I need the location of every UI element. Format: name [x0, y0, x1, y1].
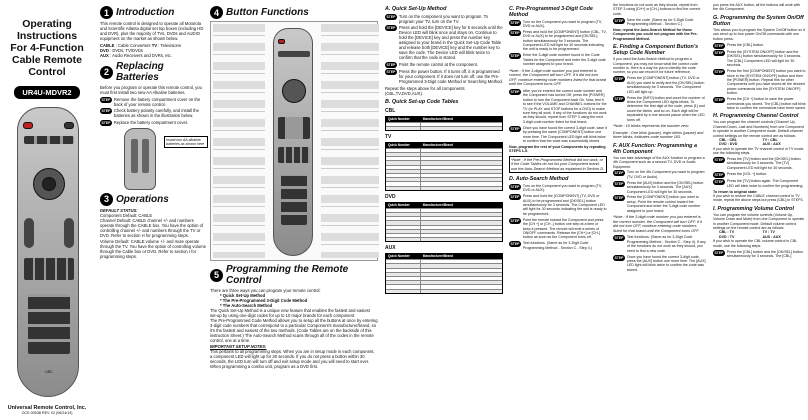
tv-code-table	[385, 142, 503, 191]
step-badge: STEP	[510, 195, 520, 200]
step-text: Check battery polarity carefully, and install the batteries as shown in the illustration below.	[113, 108, 199, 118]
code-note-2: *Note : If the Pre-Programmed Method did not work, or if the Code Tables do not list your Component brand, use the Auto-Search Method as explained in Section D.	[509, 156, 607, 174]
setup-notes-combo: When programming a combo unit, program as a DVD first.	[210, 364, 318, 369]
remote-brand-label: URC	[45, 370, 53, 374]
channel-step-2	[713, 172, 806, 178]
volume-default: Volume Default: CABLE volume +/- and mute operate through the TV. You have the option of controlling volume through the Cable box or DVD. Refer to section I for programming steps.	[100, 238, 206, 259]
section-number: 3	[100, 193, 113, 206]
auto-repeat: Now, repeat the Auto-Search Method for those Components you could not program with the Pre-Programmed Method.	[613, 28, 698, 41]
diagram-power-icon	[278, 39, 285, 44]
remote-illustration	[3, 103, 91, 403]
quick-repeat: Repeat the steps above for all components (CBL,TV,DVD,AUX).	[385, 85, 465, 96]
remote-back-icon	[124, 128, 156, 190]
cable-desc: : Cable Converters	[115, 43, 151, 48]
section-title: Button Functions	[226, 7, 309, 18]
battery-illustration	[100, 128, 206, 190]
section-batteries-header	[100, 61, 206, 83]
programming-intro: There are three ways you can program your remote control:	[210, 288, 321, 293]
col-brand: Manufacturer/Brand	[422, 116, 454, 121]
step-badge: STEP	[614, 171, 624, 176]
diagram-dpad-icon	[282, 79, 306, 103]
channel-defaults	[713, 138, 806, 147]
ch-rocker-icon	[64, 218, 74, 248]
col-quick-number: Quick Number	[388, 116, 410, 121]
quick-step-3	[385, 62, 503, 68]
step-text: Press the [CBL] button and the [OK/SEL] button simultaneously for 3 seconds. The [CBL]	[726, 249, 803, 258]
diagram-numpad-icon	[281, 175, 307, 225]
step-text: Test functions. (Same as for 3-Digit Code Programming Method - Section C - Step 4). If any of the functions do not work as they should, you need to find a new code.	[626, 235, 706, 253]
volume-control-text: You can program the volume controls (Volume Up, Volume Down and Mute) from one Component to operate in another Component mode. Default volume control settings on the remote control are as follows:	[713, 212, 805, 231]
aux-step-4	[613, 235, 706, 253]
channel-step-3	[713, 179, 806, 188]
setup-notes-heading: IMPORTANT SETUP NOTES:	[210, 344, 267, 349]
step-badge: STEP	[101, 109, 111, 113]
aux-function-text: You can take advantage of the AUX function to program a 4th Component such as a second TV, DVD or Audio Equipment.	[613, 155, 705, 169]
aux-step-2	[613, 181, 706, 194]
channel-default-cbl: CBL : CBL	[719, 137, 737, 142]
method-list	[210, 293, 378, 308]
section-number: 2	[100, 66, 113, 79]
auto-step-3	[509, 218, 607, 240]
code-step-4	[509, 89, 607, 124]
step-text: Turn on the Component you want to program (TV, DVD or AUX).	[522, 19, 602, 28]
step-text: Turn on the component you want to program. To program your TV, turn on the TV.	[398, 13, 489, 24]
step-badge: STEP	[714, 43, 724, 48]
step-badge: STEP	[101, 97, 111, 102]
volume-step-1	[713, 250, 806, 259]
step-text: Press the first [COMPONENT] button you want to store in the [SYSTEM ON/OFF] button and then the [POWER] button. Repeat this for other Components until you have stored all the desired power commands into the [SYSTEM ON/OFF] button.	[726, 69, 806, 96]
volume-default-cbl: CBL : TV	[719, 230, 735, 235]
channel-control-text: You can program the channel controls (Channel Up, Channel Down, Last and Numbers) from one Component to operate in another Component mode. Default channel control settings on the remote control are as follows:	[713, 120, 804, 138]
step-badge: STEP	[510, 30, 520, 35]
method-1: * Quick Set-Up Method	[220, 293, 266, 298]
quick-step-4	[385, 69, 503, 84]
step-text: Replace the battery compartment cover.	[113, 119, 189, 125]
finding-step-1	[613, 76, 706, 94]
step-badge: STEP	[714, 98, 724, 103]
col-brand: Manufacturer/Brand	[422, 202, 454, 207]
aux-step-5	[613, 255, 706, 273]
vol-ch-rocker-icon	[24, 218, 34, 248]
table-row	[386, 186, 502, 190]
method-3: * The Auto-Search Method	[220, 303, 273, 308]
quick-setup-title: A. Quick Set-Up Method	[385, 6, 447, 12]
default-status-label: DEFAULT STATUS:	[100, 207, 138, 213]
dvd-table-label: DVD	[385, 193, 396, 200]
return-state-text: If you wish to restore the CABLE channel control in TV mode, repeat the above steps but press [CBL] in STEP3.	[713, 194, 804, 203]
step-badge: STEP	[614, 255, 624, 260]
step-badge: STEP	[714, 180, 724, 185]
model-badge: UR4U-MDVR2	[14, 86, 80, 99]
aux-label: AUX	[100, 53, 109, 58]
code-step-3	[509, 53, 607, 66]
component-list	[100, 43, 206, 58]
aux-desc: : Audio Receivers and DVRs, etc.	[110, 53, 172, 58]
aux-code-table	[385, 253, 503, 294]
step-text: Remove the battery compartment cover on the back of your remote control.	[113, 96, 201, 107]
step-badge: STEP	[714, 51, 724, 56]
system-step-4	[713, 97, 806, 110]
step-text: Test functions. (Same as for 3-Digit Code Programming Method - Section C - Step 4.)	[522, 241, 592, 250]
step-text: Press the [VOL +] button.	[726, 171, 768, 176]
step-badge: STEP	[510, 242, 520, 247]
aux-table-label: AUX	[385, 245, 396, 252]
col-brand: Manufacturer/Brand	[422, 254, 454, 259]
component-default: Component Default: CABLE	[100, 212, 153, 218]
step-badge: STEP	[510, 218, 520, 223]
step-text: Once you have found the correct 3-digit code, press the [AUX] button one more time. The [AUX] LED light will blink twice to confirm the code was stored.	[626, 254, 706, 272]
cable-label: CABLE	[100, 43, 115, 48]
channel-default: Channel Default: CABLE channel +/- and numbers operate through the CABLE box. You have the option of controlling channel +/- and numbers through the TV or DVD. Refer to section H for programming steps.	[100, 217, 204, 238]
step-badge: STEP	[714, 172, 724, 177]
step-text: Press the [CH +] button to save the power commands you stored. The [CBL] button will blink twice to confirm the commands have been saved.	[726, 97, 806, 110]
battery-2-icon	[142, 139, 149, 173]
step-text: Press the [INFO] button and count the number of times the Component LED lights blinks. To determine the first digit of the code, press [1] and count the blinks, and so on. Each digit will be separated by a one second pause when the LED turns off.	[626, 95, 705, 122]
section-button-functions-header	[210, 6, 378, 19]
volume-default-dvd: DVD : TV	[719, 234, 735, 239]
step-badge: STEP	[386, 62, 396, 67]
step-badge: STEP	[614, 196, 624, 201]
col-brand: Manufacturer/Brand	[422, 142, 454, 147]
section-number: 4	[210, 6, 223, 19]
section-number: 5	[210, 269, 223, 282]
system-onoff-text: This allows you to program the System On/Off button so it can send up to four power On/Off commands with one button press.	[713, 27, 806, 41]
system-column	[711, 0, 808, 420]
doc-footer: OCE-0053B REV. 02 (06/24/14)	[21, 411, 73, 415]
code-repeat: Now, program the rest of your Components by repeating STEPS 1-5.	[509, 144, 606, 154]
step-badge: STEP	[614, 18, 624, 23]
code-method-title: C. Pre-Programmed 3-Digit Code Method	[509, 6, 593, 18]
dvd-label: DVD	[100, 48, 109, 53]
cover-column	[0, 0, 94, 420]
step-badge: STEP	[614, 96, 624, 101]
channel-default-aux: AUX : AUX	[762, 142, 781, 147]
quick-setup-column	[383, 0, 505, 420]
channel-instructions: If you wish to operate the TV channel control in TV mode, use the following steps.	[713, 146, 805, 156]
section-programming-header	[210, 264, 378, 286]
programming-para-2: The Pre-Programmed Code Method allows you to setup all the buttons at once by entering 3-digit code numbers that correspond to a particular Component's manufacturer/brand, so it's the fastest and easiest of the two methods. (Code Tables are on the backside of this instruction Sheet.) The Auto-Search Method scans through all of the codes in the remote control, one at a time.	[210, 318, 378, 343]
code-step-1	[509, 20, 607, 29]
section-title: Operations	[116, 193, 169, 205]
programming-para-1: The Quick Set-Up Method is a unique new feature that enables the fastest and easiest set-up by using one-digit codes for up to 10 major brands for each component.	[210, 308, 370, 318]
volume-default-tv: TV : TV	[762, 230, 775, 235]
channel-step-1	[713, 157, 806, 170]
power-button-icon	[23, 122, 33, 129]
auto-step-1	[509, 184, 607, 193]
step-text: Once you have found the correct 3-digit code, save it by pressing the same [COMPONENT] button one more time. The Component LED light will blink twice to confirm that the code was successfully stored.	[522, 125, 607, 143]
auto-search-title: D. Auto-Search Method	[509, 176, 569, 183]
step-text: Press the [TV] button again. The Component LED will blink twice to confirm the programming.	[726, 179, 804, 188]
battery-step-3	[100, 120, 206, 126]
step-text: Press and hold the [COMPONENT] (TV, DVD or AUX) to be programmed and [OK/SEL] button simultaneously for 3 seconds. The Component LED will light for 30 seconds indicating the unit is ready to be programmed.	[522, 194, 607, 216]
step-badge: STEP	[714, 70, 724, 75]
step-text: Press the [TV] button and the [OK/SEL] button simultaneously for 3 seconds. The [TV] Component LED will light for 30 seconds.	[726, 157, 801, 170]
aux-note: *Note : If the 3-digit code number you just entered is the correct number, the Component will turn OFF. If it did not turn OFF, continue entering code numbers listed for that brand until the Component turns OFF.	[613, 215, 702, 233]
remote-diagram	[273, 28, 313, 256]
volume-instructions: If you wish to operate the CBL volume control in CBL mode, use the following steps.	[713, 239, 798, 248]
section-number: 1	[100, 6, 113, 19]
col-quick-number: Quick Number	[388, 254, 410, 259]
col-quick-number: Quick Number	[388, 202, 410, 207]
tv-table-label: TV	[385, 133, 392, 140]
step-text: Turn on the 4th Component you want to program (TV, DVD or Audio).	[626, 170, 705, 179]
step-text: Turn on the Component you want to program (TV, DVD or AUX).	[522, 183, 602, 193]
aux-continued-2: you press the AUX button, all the buttons will work with the 4th Component.	[713, 3, 801, 12]
code-note: *Note : If the 3-digit code number you just entered is correct, the Component will turn OFF. If it did not turn OFF, continue entering code numbers listed for that brand until the Component turns OFF.	[509, 68, 607, 87]
step-text: Save the code. (Same as for 3-Digit Code Programming Method - Section C.)	[626, 17, 694, 27]
intro-column	[98, 0, 208, 420]
step-text: Press the [SYSTEM ON/OFF] button and the [OK/SEL] button simultaneously for 3 seconds. The [CBL] Component LED will light for 30 seconds.	[726, 50, 802, 68]
finding-code-title: E. Finding a Component Button's Setup Code Number	[613, 44, 699, 57]
volume-control-title: I. Programming Volume Control	[713, 205, 794, 212]
diagram-device-keys-icon	[278, 51, 310, 57]
intro-text: This remote control is designed to operate all Motorola and Scientific Atlanta digital set top boxes (including HD and DVR), plus the majority of TVs, DVDs and AUDIO equipment on the market as shown below.	[100, 21, 204, 41]
aux-step-3	[613, 195, 706, 213]
step-badge: STEP	[614, 181, 624, 186]
code-tables-title: B. Quick Set-up Code Tables	[385, 98, 459, 105]
step-badge: STEP	[386, 70, 396, 74]
table-row	[386, 237, 502, 241]
step-badge: STEP	[386, 14, 396, 19]
section-title: Introduction	[116, 7, 175, 18]
aux-function-title: F. AUX Function: Programming a 4th Component	[613, 142, 697, 155]
dvd-code-table	[385, 202, 503, 243]
code-step-2	[509, 30, 607, 52]
finding-example: Example : One blink (pause), eight blinks (pause) and three blinks, indicates code number 183.	[613, 130, 704, 140]
battery-step-1	[100, 97, 206, 107]
step-text: Press the [AUX] button and the [OK/SEL] button simultaneously for 3 seconds. The [AUX] Component LED will light for 30 seconds.	[626, 180, 704, 194]
cover-title-line1: Operating Instructions	[16, 18, 78, 42]
step-text: Press and hold the [DEVICE] key for 5 seconds until the Device LED will blink once and stays on. Continue to hold the [DEVICE] key and press the number key assigned to your brand in the Quick Set-Up Code Table and release both [DEVICE] key and the number key to save the code. The Device LED will blink twice to confirm that the code is stored.	[398, 25, 503, 60]
section-title: Replacing Batteries	[116, 61, 164, 83]
step-text: After you've entered the correct code number and the Component has turned Off, press the [POWER] button to turn the Component back On. Now, test it to see if the VOLUME and CHANNEL buttons for the TV (or PLAY and STOP buttons for a DVD) to make sure they all work. If any of the functions do not work as they should, repeat from STEP 3 using the next 3-digit code number listed for that brand.	[522, 88, 607, 124]
aux-step-1	[613, 170, 706, 179]
system-step-1	[713, 43, 806, 49]
aux-continued: the functions do not work as they should, repeat from STEP 3 using [CH+] or [CH-] buttons to find the correct code.	[613, 3, 701, 16]
playback-buttons-icon	[24, 258, 74, 280]
tv-label: TV	[151, 43, 158, 48]
step-badge: STEP	[714, 250, 724, 255]
auto-step-6	[613, 18, 706, 27]
section-introduction-header	[100, 6, 206, 19]
finding-note: *Note : 10 blinks represents the number zero.	[613, 123, 690, 128]
finding-step-2	[613, 96, 706, 122]
diagram-transport-icon	[278, 147, 310, 163]
step-badge: STEP	[510, 20, 520, 25]
step-text: Press the [CBL] button.	[726, 42, 765, 47]
callout-right-column	[321, 24, 379, 258]
cover-title	[3, 18, 91, 78]
step-badge: STEP	[510, 126, 520, 131]
auto-step-4	[509, 241, 607, 250]
dvd-desc: : DVDs, TV/DVDs	[110, 48, 143, 53]
functions-column	[208, 0, 380, 420]
system-step-2	[713, 50, 806, 68]
tv-desc: : Televisions	[158, 43, 181, 48]
auto-step-2	[509, 194, 607, 216]
battery-step-2	[100, 108, 206, 118]
step-text: Press and hold the [COMPONENT] button (CBL, TV, DVD or AUX) to be programmed and [OK/SEL] button simultaneously for 3 seconds. The Component LED will light for 30 seconds indicating the unit is ready to be programmed.	[522, 29, 607, 52]
step-badge: STEP	[510, 89, 520, 94]
step-badge: STEP	[510, 184, 520, 189]
cbl-code-table	[385, 116, 503, 131]
step-badge: STEP	[510, 54, 520, 59]
cover-title-line3: Cable Remote Control	[11, 54, 83, 78]
code-step-5	[509, 126, 607, 144]
code-method-column	[507, 0, 609, 420]
setup-notes: This pertains to all programming steps. When you are in setup mode in each component, a component LED will light up for 30 seconds. If you do not press a button within 30 seconds, the LED turn will turn off and exit setup mode and you will need to start over.	[210, 349, 375, 364]
step-badge: STEP	[614, 77, 624, 82]
batteries-text: Before you program or operate this remote control, you must first install two new AA Alkaline batteries.	[100, 85, 202, 95]
quick-step-2	[385, 25, 503, 60]
step-text: Enter the 3-digit code number found in the Code Tables for the Component and enter the 3-digit code number assigned to your brand.	[522, 53, 606, 67]
callout-left-column	[213, 24, 265, 258]
finding-code-text: If you used the Auto-Search Method to program a Component, you may not know what the correct code number is. Here is a way for you to identify the code number, so you can record it for future reference.	[613, 57, 698, 75]
section-title: Programming the Remote Control	[226, 264, 349, 286]
step-text: Press the [COMPONENT] button (TV, DVD or AUX) you want to verify and the [OK/SEL] button simultaneously for 3 seconds. The Component LED will light up.	[626, 76, 705, 94]
channel-default-dvd: DVD : DVD	[719, 142, 738, 147]
step-badge: STEP	[101, 120, 111, 125]
method-2: * The Pre-Programmed 3-Digit Code Method	[220, 298, 308, 303]
button-functions-diagram	[210, 21, 378, 261]
cbl-table-label: CBL	[385, 107, 396, 114]
step-badge: STEP	[714, 158, 724, 163]
diagram-rockers-icon	[278, 117, 310, 139]
step-badge: STEP	[386, 26, 396, 30]
system-onoff-title: G. Programming the System On/Off Button	[713, 14, 804, 27]
channel-default-tv: TV : CBL	[762, 137, 778, 142]
volume-default-aux: AUX : AUX	[762, 234, 781, 239]
col-quick-number: Quick Number	[388, 142, 410, 147]
aux-column	[611, 0, 708, 420]
step-text: Press the power button. If it turns off, it is programmed for your component. If it does not turn off, use the Pre-Programmed 3-Digit code Method or Searching Method.	[398, 69, 503, 84]
table-row	[386, 289, 502, 293]
section-operations-header	[100, 193, 206, 206]
step-badge: STEP	[614, 236, 624, 241]
system-button-icon	[64, 122, 74, 129]
step-text: Press the [COMPONENT] button you want to setup. Point the remote control toward the Component and enter the 3-digit code number assigned to your brand.	[626, 195, 701, 213]
company-name: Universal Remote Control, Inc.	[7, 405, 87, 411]
step-text: Point the remote control at the component.	[398, 61, 479, 67]
table-row	[386, 126, 502, 130]
system-step-3	[713, 69, 806, 95]
battery-callout: Install two AA alkaline batteries as shown here	[164, 136, 208, 149]
battery-1-icon	[131, 139, 138, 173]
return-state-heading: To return to original state:	[713, 189, 758, 194]
step-text: Point the remote toward the Component and press the [CH +] or [CH -] button one step at a time or keep it pressed. The remote will emit a series of ON/OFF commands. Release the [CH+] or [CH-] button as soon as the Component turns off.	[522, 217, 604, 240]
volume-defaults	[713, 230, 806, 239]
cover-title-line2: For 4-Function	[10, 42, 84, 54]
channel-control-title: H. Programming Channel Control	[713, 113, 799, 120]
quick-step-1	[385, 14, 503, 24]
device-buttons-icon	[24, 136, 74, 144]
ok-button-icon	[42, 177, 56, 191]
remote-body	[17, 107, 79, 397]
number-pad-icon	[28, 294, 70, 354]
